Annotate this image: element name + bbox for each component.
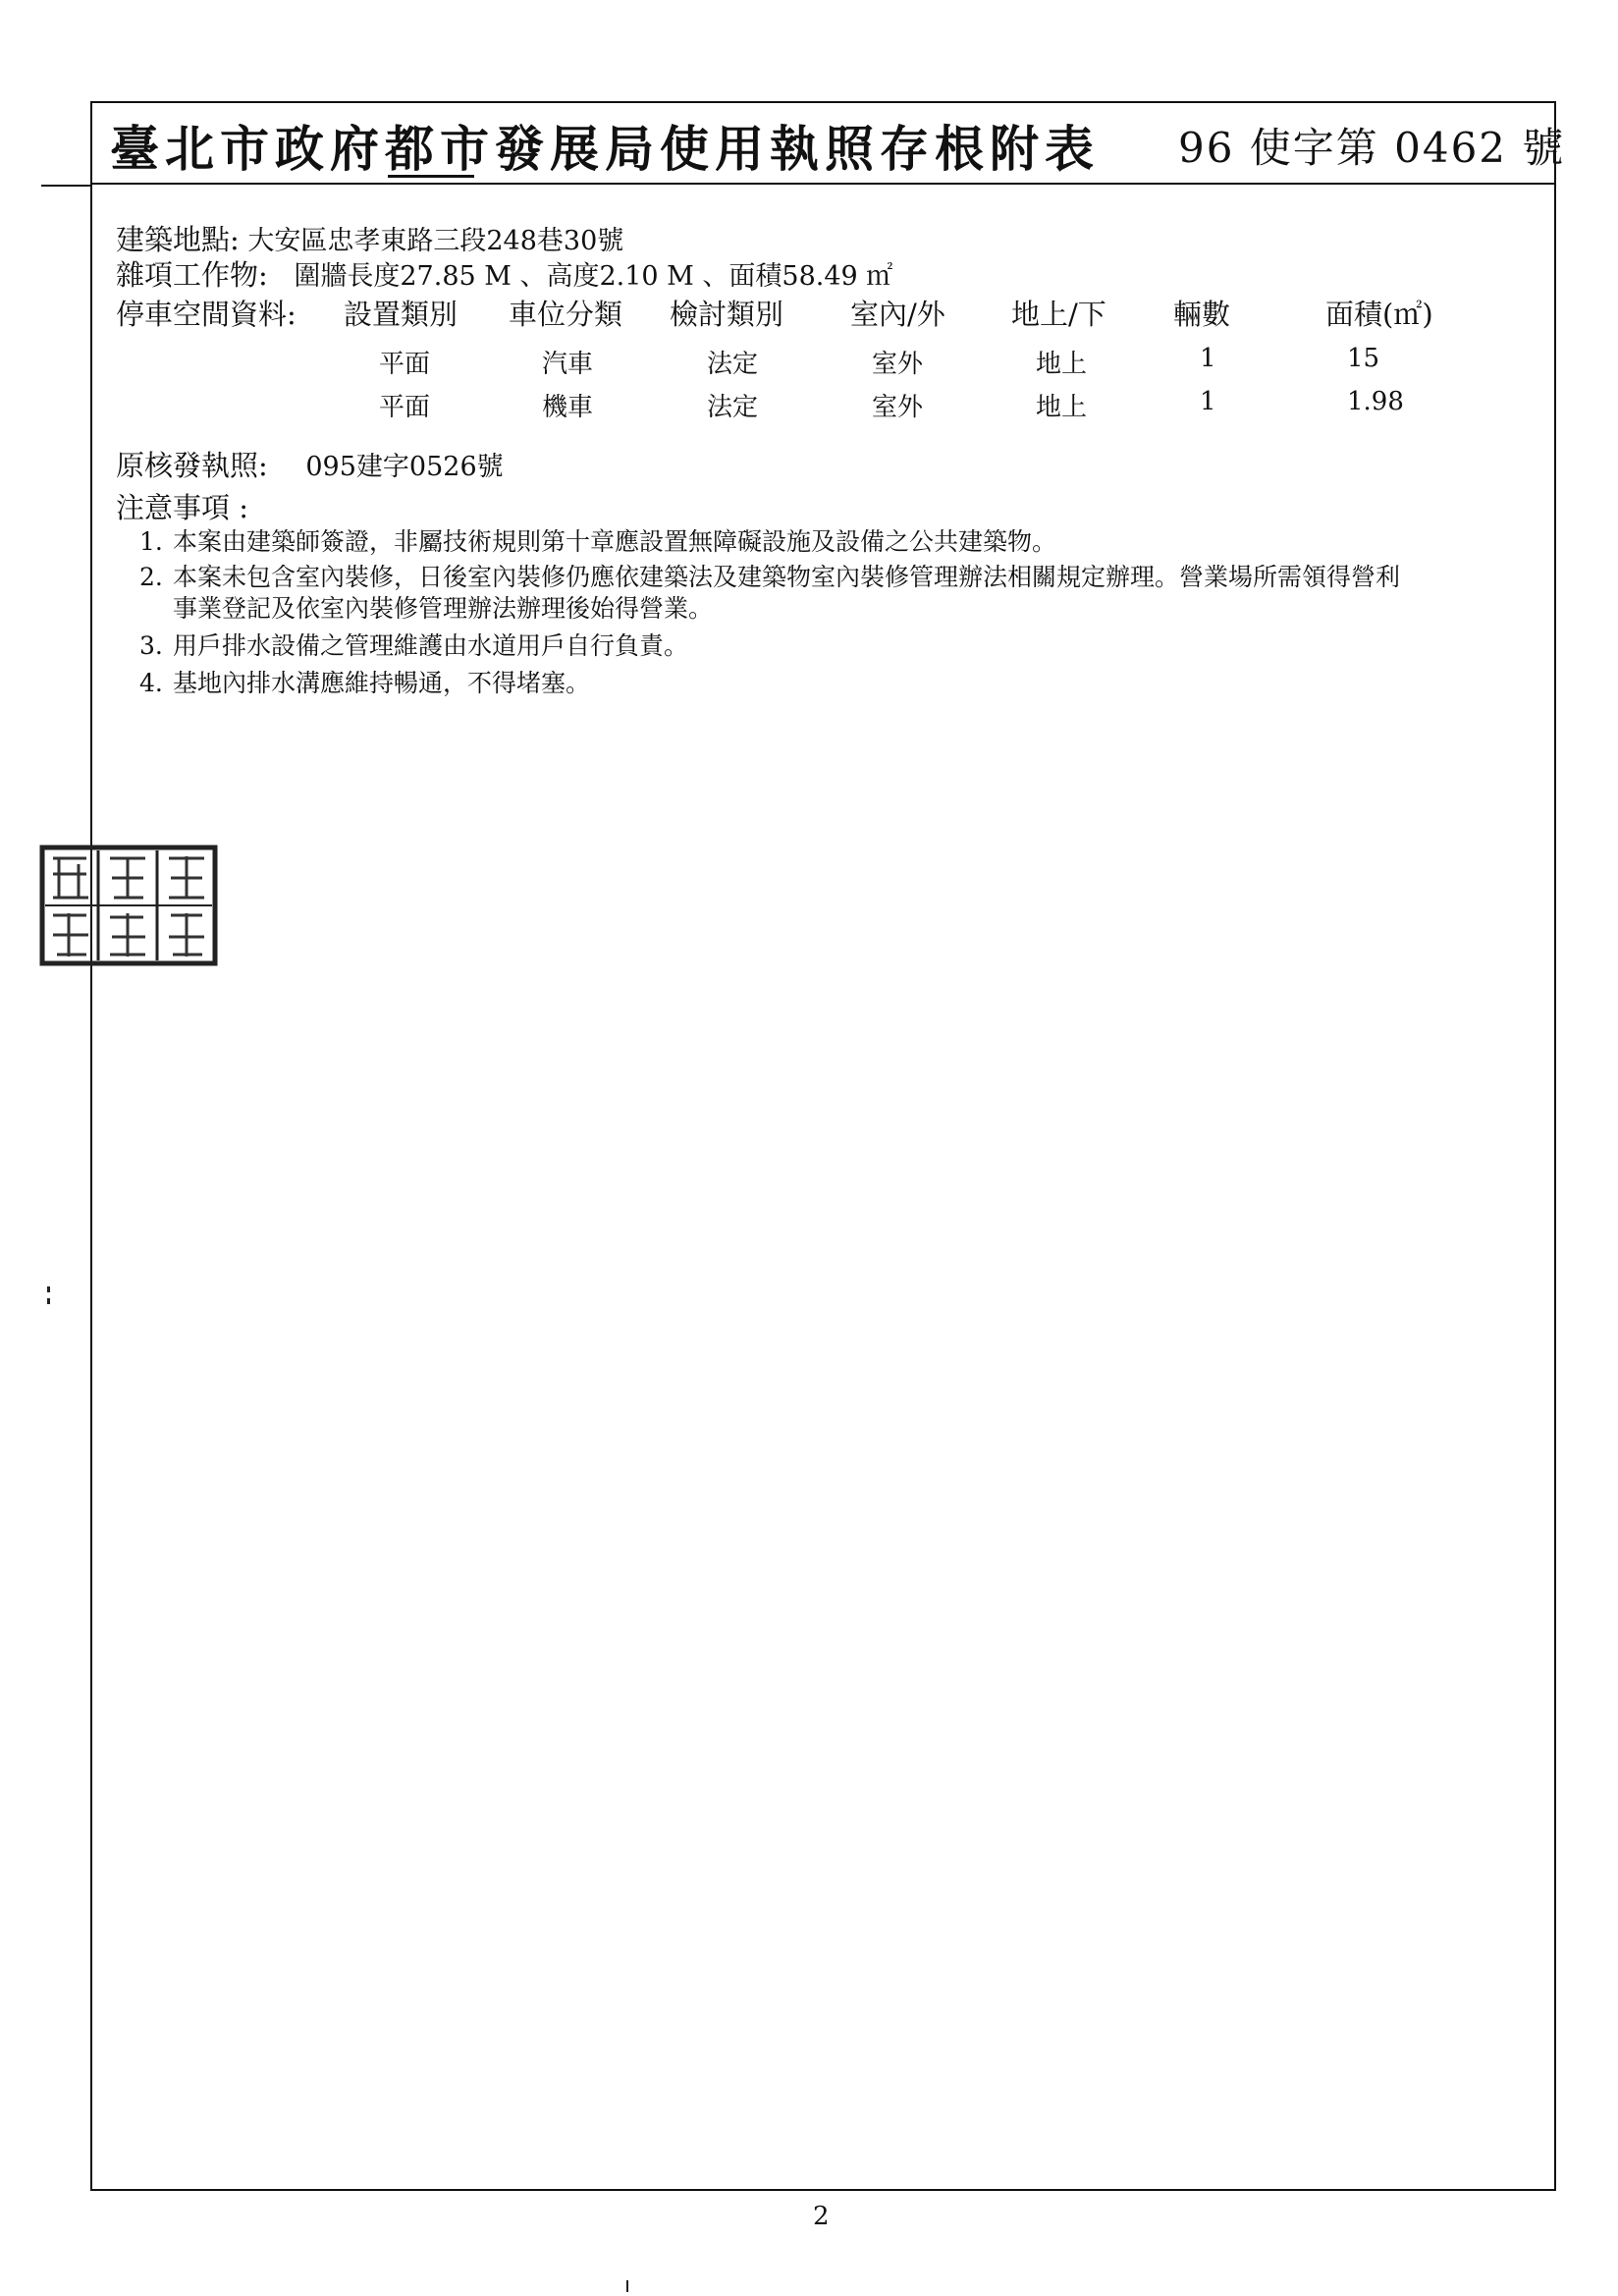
title-underline — [388, 175, 474, 178]
note-item-3 — [139, 627, 688, 662]
note-item-4 — [139, 664, 590, 699]
note-item-2 — [139, 558, 1400, 593]
parking-cell: 機車 — [542, 393, 594, 422]
permit-number: 96 使字第 0462 號 — [1178, 124, 1566, 172]
original-license-row — [116, 444, 504, 484]
parking-cell: 地上 — [1036, 350, 1088, 379]
note-text: 用戶排水設備之管理維護由水道用戶自行負責。 — [173, 631, 689, 660]
note-number: 4. — [139, 669, 163, 697]
note-text: 本案未包含室內裝修，日後室內裝修仍應依建築法及建築物室內裝修管理辦法相關規定辦理。營業場所需領得營利 — [173, 563, 1401, 591]
parking-col-type: 設置類別 — [344, 298, 458, 331]
original-license-value: 095建字0526號 — [305, 452, 504, 482]
parking-cell: 1 — [1200, 344, 1216, 373]
original-license-label: 原核發執照: — [116, 449, 268, 482]
parking-label: 停車空間資料: — [116, 298, 297, 331]
page-number: 2 — [813, 2202, 830, 2231]
parking-cell: 室外 — [872, 350, 924, 379]
note-number: 2. — [139, 563, 163, 591]
parking-cell: 1 — [1200, 387, 1216, 416]
site-value: 大安區忠孝東路三段248巷30號 — [247, 226, 624, 256]
parking-cell: 地上 — [1036, 393, 1088, 422]
parking-cell: 法定 — [707, 393, 759, 422]
parking-col-area: 面積(㎡) — [1325, 298, 1433, 331]
parking-cell: 1.98 — [1347, 387, 1404, 416]
site-label: 建築地點: — [116, 223, 240, 256]
parking-col-level: 地上/下 — [1011, 298, 1106, 331]
note-number: 3. — [139, 631, 163, 660]
note-text: 本案由建築師簽證，非屬技術規則第十章應設置無障礙設施及設備之公共建築物。 — [173, 527, 1057, 556]
parking-cell: 室外 — [872, 393, 924, 422]
note-item-2-continuation: 事業登記及依室內裝修管理辦法辦理後始得營業。 — [173, 594, 714, 623]
note-number: 1. — [139, 527, 163, 556]
parking-col-count: 輛數 — [1173, 298, 1231, 331]
scan-speck — [626, 2280, 628, 2292]
misc-works-value: 圍牆長度27.85 M 、高度2.10 M 、面積58.49 ㎡ — [294, 261, 893, 292]
parking-cell: 法定 — [707, 350, 759, 379]
document-title: 臺北市政府都市發展局使用執照存根附表 — [110, 120, 1100, 178]
parking-cell: 平面 — [379, 350, 431, 379]
document-frame — [90, 101, 1556, 2191]
notes-title: 注意事項 : — [116, 491, 248, 524]
parking-col-review: 檢討類別 — [670, 298, 784, 331]
parking-cell: 汽車 — [542, 350, 594, 379]
parking-cell: 15 — [1347, 344, 1380, 373]
parking-col-vehicle: 車位分類 — [509, 298, 623, 331]
official-seal-stamp — [39, 845, 218, 966]
header-divider — [90, 183, 1556, 185]
scan-speck — [47, 1298, 50, 1304]
misc-works-row — [116, 253, 892, 294]
site-row — [116, 218, 623, 258]
scan-speck — [47, 1286, 50, 1292]
parking-cell: 平面 — [379, 393, 431, 422]
parking-col-indoor: 室內/外 — [850, 298, 945, 331]
margin-mark — [41, 185, 92, 187]
note-text: 基地內排水溝應維持暢通，不得堵塞。 — [173, 669, 591, 697]
note-item-1 — [139, 522, 1056, 558]
misc-works-label: 雜項工作物: — [116, 258, 268, 292]
